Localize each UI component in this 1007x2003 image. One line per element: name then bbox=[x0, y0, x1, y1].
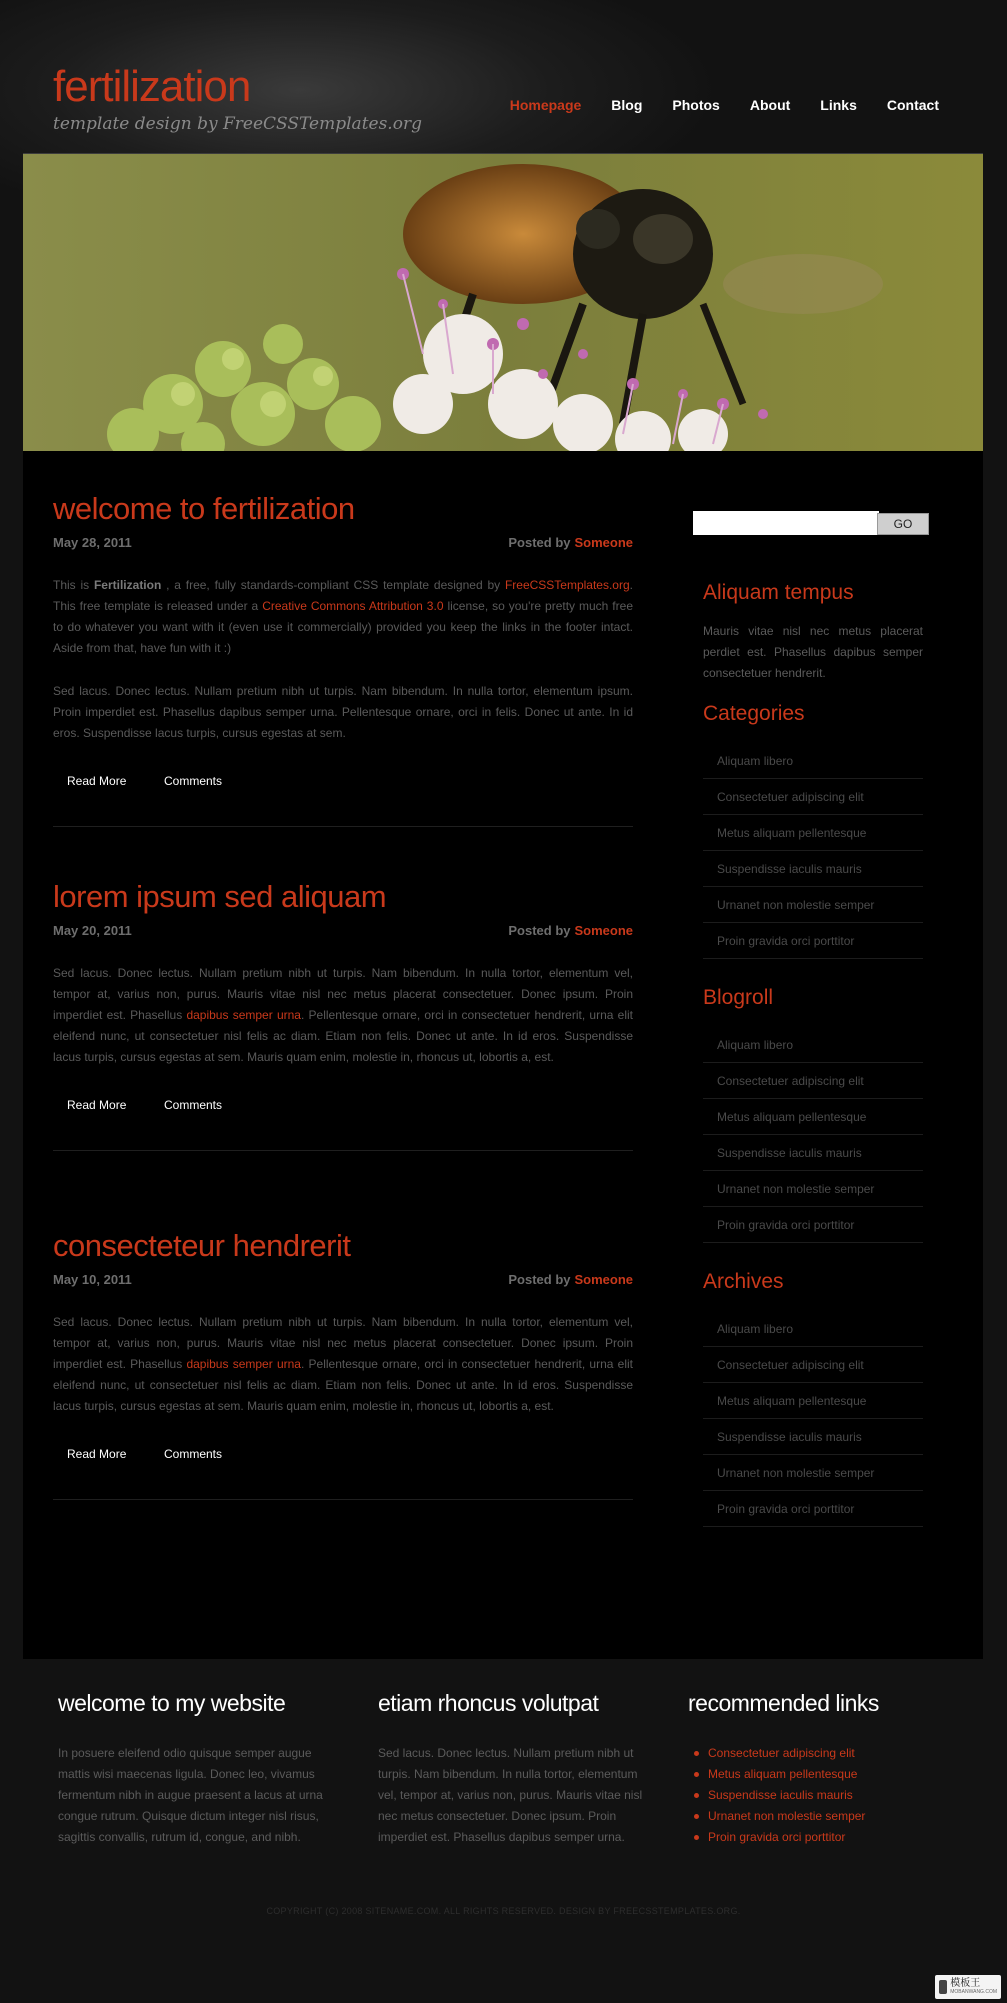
category-item[interactable]: Urnanet non molestie semper bbox=[703, 887, 923, 923]
footer-column-links bbox=[688, 1690, 948, 1848]
read-more-link[interactable]: Read More bbox=[67, 1098, 127, 1112]
text-span: Sed lacus. Donec lectus. Nullam pretium nibh ut turpis. Nam bibendum. In nulla tortor, elementum vel, tempor at, varius non, purus. Mauris vitae nisl nec metus placerat consectetuer. Donec ipsum. Proin imperdiet est. Phasellus bbox=[53, 966, 633, 1022]
posted-by-label: Posted by bbox=[508, 923, 571, 938]
footer-heading: recommended links bbox=[688, 1690, 879, 1716]
recommended-link[interactable]: Proin gravida orci porttitor bbox=[708, 1827, 948, 1848]
nav-about[interactable]: About bbox=[749, 97, 791, 113]
post bbox=[53, 879, 633, 1151]
category-item[interactable]: Consectetuer adipiscing elit bbox=[703, 779, 923, 815]
text-span: . This free template is released under a bbox=[53, 578, 633, 613]
post-title[interactable]: welcome to fertilization bbox=[53, 491, 355, 526]
archive-item[interactable]: Aliquam libero bbox=[703, 1311, 923, 1347]
post bbox=[53, 1228, 633, 1500]
blogroll-item[interactable]: Proin gravida orci porttitor bbox=[703, 1207, 923, 1243]
blogroll-item[interactable]: Urnanet non molestie semper bbox=[703, 1171, 923, 1207]
post-divider bbox=[53, 1499, 633, 1500]
recommended-link[interactable]: Urnanet non molestie semper bbox=[708, 1806, 948, 1827]
watermark-logo-icon bbox=[939, 1980, 947, 1994]
post-divider bbox=[53, 1150, 633, 1151]
site-subtitle: template design by FreeCSSTemplates.org bbox=[53, 114, 422, 134]
post-paragraph bbox=[53, 1312, 633, 1417]
footer-heading: welcome to my website bbox=[58, 1690, 286, 1716]
search-input[interactable] bbox=[693, 511, 879, 535]
recommended-links-list bbox=[688, 1743, 948, 1848]
post-author-link[interactable]: Someone bbox=[574, 535, 633, 550]
post-date: May 20, 2011 bbox=[53, 923, 132, 938]
watermark-badge bbox=[935, 1975, 1001, 1999]
dapibus-link[interactable]: dapibus semper urna bbox=[186, 1357, 301, 1371]
content-area bbox=[23, 451, 983, 1659]
blogroll-list bbox=[703, 1027, 923, 1243]
post-links bbox=[53, 1447, 633, 1471]
blogroll-item[interactable]: Consectetuer adipiscing elit bbox=[703, 1063, 923, 1099]
main-nav bbox=[480, 97, 939, 113]
watermark-text-block bbox=[950, 1979, 997, 1995]
blogroll-item[interactable]: Aliquam libero bbox=[703, 1027, 923, 1063]
read-more-link[interactable]: Read More bbox=[67, 774, 127, 788]
freecsstemplates-link[interactable]: FreeCSSTemplates.org bbox=[504, 578, 630, 592]
sidebar-categories-heading: Categories bbox=[703, 702, 805, 725]
text-span: license, so you're pretty much free to do whatever you want with it (even use it commercially) provided you keep the links in the footer intact. Aside from that, have fun with it :) bbox=[53, 599, 633, 655]
footer-column-etiam bbox=[378, 1690, 648, 1848]
post-meta bbox=[53, 923, 633, 941]
footer-heading: etiam rhoncus volutpat bbox=[378, 1690, 599, 1716]
bold-text: Fertilization bbox=[93, 578, 162, 592]
footer-text: In posuere eleifend odio quisque semper augue mattis wisi maecenas ligula. Donec leo, vivamus fermentum nibh in augue praesent a lacus at urna congue rutrum. Quisque dictum integer nisl risus, sagittis convallis, rutrum id, congue, and nibh. bbox=[58, 1746, 323, 1844]
copyright-text: COPYRIGHT (C) 2008 SITENAME.COM. ALL RIGHTS RESERVED. DESIGN BY FREECSSTEMPLATES.ORG. bbox=[266, 1906, 741, 1916]
text-span: . Pellentesque ornare, orci in consectetuer hendrerit, urna elit eleifend nunc, ut consectetuer nisl felis ac diam. Etiam non felis. Donec ut ante. In id eros. Suspendisse lacus turpis, cursus egestas at sem. Mauris quam enim, molestie in, rhoncus ut, lobortis a, est. bbox=[53, 1357, 634, 1413]
archive-item[interactable]: Urnanet non molestie semper bbox=[703, 1455, 923, 1491]
post bbox=[53, 491, 633, 827]
text-span: Sed lacus. Donec lectus. Nullam pretium nibh ut turpis. Nam bibendum. In nulla tortor, elementum vel, tempor at, varius non, purus. Mauris vitae nisl nec metus placerat consectetuer. Donec ipsum. Proin imperdiet est. Phasellus bbox=[53, 1315, 633, 1371]
post-paragraph: Sed lacus. Donec lectus. Nullam pretium nibh ut turpis. Nam bibendum. In nulla tortor, elementum ipsum. Proin imperdiet est. Phasellus dapibus semper urna. Pellentesque ornare, orci in felis. Donec ut ante. In id eros. Suspendisse lacus turpis, cursus egestas at sem. bbox=[53, 684, 633, 740]
post-author-line bbox=[508, 1272, 633, 1287]
site-title[interactable]: fertilization bbox=[53, 62, 251, 111]
post-date: May 28, 2011 bbox=[53, 535, 132, 550]
post-paragraph bbox=[53, 575, 633, 659]
blogroll-item[interactable]: Suspendisse iaculis mauris bbox=[703, 1135, 923, 1171]
archive-item[interactable]: Consectetuer adipiscing elit bbox=[703, 1347, 923, 1383]
recommended-link[interactable]: Consectetuer adipiscing elit bbox=[708, 1743, 948, 1764]
post-title[interactable]: consecteteur hendrerit bbox=[53, 1228, 351, 1263]
archive-item[interactable]: Suspendisse iaculis mauris bbox=[703, 1419, 923, 1455]
post-author-link[interactable]: Someone bbox=[574, 923, 633, 938]
sidebar-blogroll-heading: Blogroll bbox=[703, 986, 774, 1009]
hero-image bbox=[23, 153, 983, 452]
post-links bbox=[53, 774, 633, 798]
archive-item[interactable]: Metus aliquam pellentesque bbox=[703, 1383, 923, 1419]
comments-link[interactable]: Comments bbox=[164, 1447, 223, 1461]
sidebar-about-heading: Aliquam tempus bbox=[703, 581, 854, 604]
bee-on-flower-illustration bbox=[23, 154, 983, 452]
watermark-main-text: 模板王 bbox=[950, 1978, 981, 1989]
text-span: , a free, fully standards-compliant CSS template designed by bbox=[161, 578, 505, 592]
comments-link[interactable]: Comments bbox=[164, 1098, 223, 1112]
post-paragraph bbox=[53, 963, 633, 1068]
posted-by-label: Posted by bbox=[508, 1272, 571, 1287]
text-span: This is bbox=[53, 578, 94, 592]
blogroll-item[interactable]: Metus aliquam pellentesque bbox=[703, 1099, 923, 1135]
recommended-link[interactable]: Suspendisse iaculis mauris bbox=[708, 1785, 948, 1806]
read-more-link[interactable]: Read More bbox=[67, 1447, 127, 1461]
archives-list bbox=[703, 1311, 923, 1527]
categories-list bbox=[703, 743, 923, 959]
post-divider bbox=[53, 826, 633, 827]
post-meta bbox=[53, 1272, 633, 1290]
creative-commons-link[interactable]: Creative Commons Attribution 3.0 bbox=[262, 599, 444, 613]
text-span: . Pellentesque ornare, orci in consectetuer hendrerit, urna elit eleifend nunc, ut consectetuer nisl felis ac diam. Etiam non felis. Donec ut ante. In id eros. Suspendisse lacus turpis, cursus egestas at sem. Mauris quam enim, molestie in, rhoncus ut, lobortis a, est. bbox=[53, 1008, 634, 1064]
post-author-line bbox=[508, 535, 633, 550]
footer-text: Sed lacus. Donec lectus. Nullam pretium nibh ut turpis. Nam bibendum. In nulla tortor, elementum vel, tempor at, varius non, purus. Mauris vitae nisl nec metus consectetuer. Donec ipsum. Proin imperdiet est. Phasellus dapibus semper urna. bbox=[378, 1746, 643, 1844]
watermark-sub-text: MOBANWANG.COM bbox=[950, 1989, 997, 1995]
post-date: May 10, 2011 bbox=[53, 1272, 132, 1287]
category-item[interactable]: Proin gravida orci porttitor bbox=[703, 923, 923, 959]
post-links bbox=[53, 1098, 633, 1122]
posted-by-label: Posted by bbox=[508, 535, 571, 550]
post-author-link[interactable]: Someone bbox=[574, 1272, 633, 1287]
sidebar-about-text: Mauris vitae nisl nec metus placerat perdiet est. Phasellus dapibus semper consectetuer hendrerit. bbox=[703, 624, 923, 680]
nav-links[interactable]: Links bbox=[820, 97, 857, 113]
dapibus-link[interactable]: dapibus semper urna bbox=[186, 1008, 301, 1022]
nav-homepage[interactable]: Homepage bbox=[509, 97, 582, 113]
category-item[interactable]: Aliquam libero bbox=[703, 743, 923, 779]
footer-column-welcome bbox=[58, 1690, 333, 1848]
nav-photos[interactable]: Photos bbox=[672, 97, 720, 113]
post-author-line bbox=[508, 923, 633, 938]
comments-link[interactable]: Comments bbox=[164, 774, 223, 788]
category-item[interactable]: Metus aliquam pellentesque bbox=[703, 815, 923, 851]
sidebar-archives-heading: Archives bbox=[703, 1270, 784, 1293]
post-title[interactable]: lorem ipsum sed aliquam bbox=[53, 879, 387, 914]
post-meta bbox=[53, 535, 633, 553]
category-item[interactable]: Suspendisse iaculis mauris bbox=[703, 851, 923, 887]
nav-blog[interactable]: Blog bbox=[611, 97, 643, 113]
search-go-button[interactable]: GO bbox=[877, 513, 929, 535]
recommended-link[interactable]: Metus aliquam pellentesque bbox=[708, 1764, 948, 1785]
nav-contact[interactable]: Contact bbox=[886, 97, 939, 113]
archive-item[interactable]: Proin gravida orci porttitor bbox=[703, 1491, 923, 1527]
